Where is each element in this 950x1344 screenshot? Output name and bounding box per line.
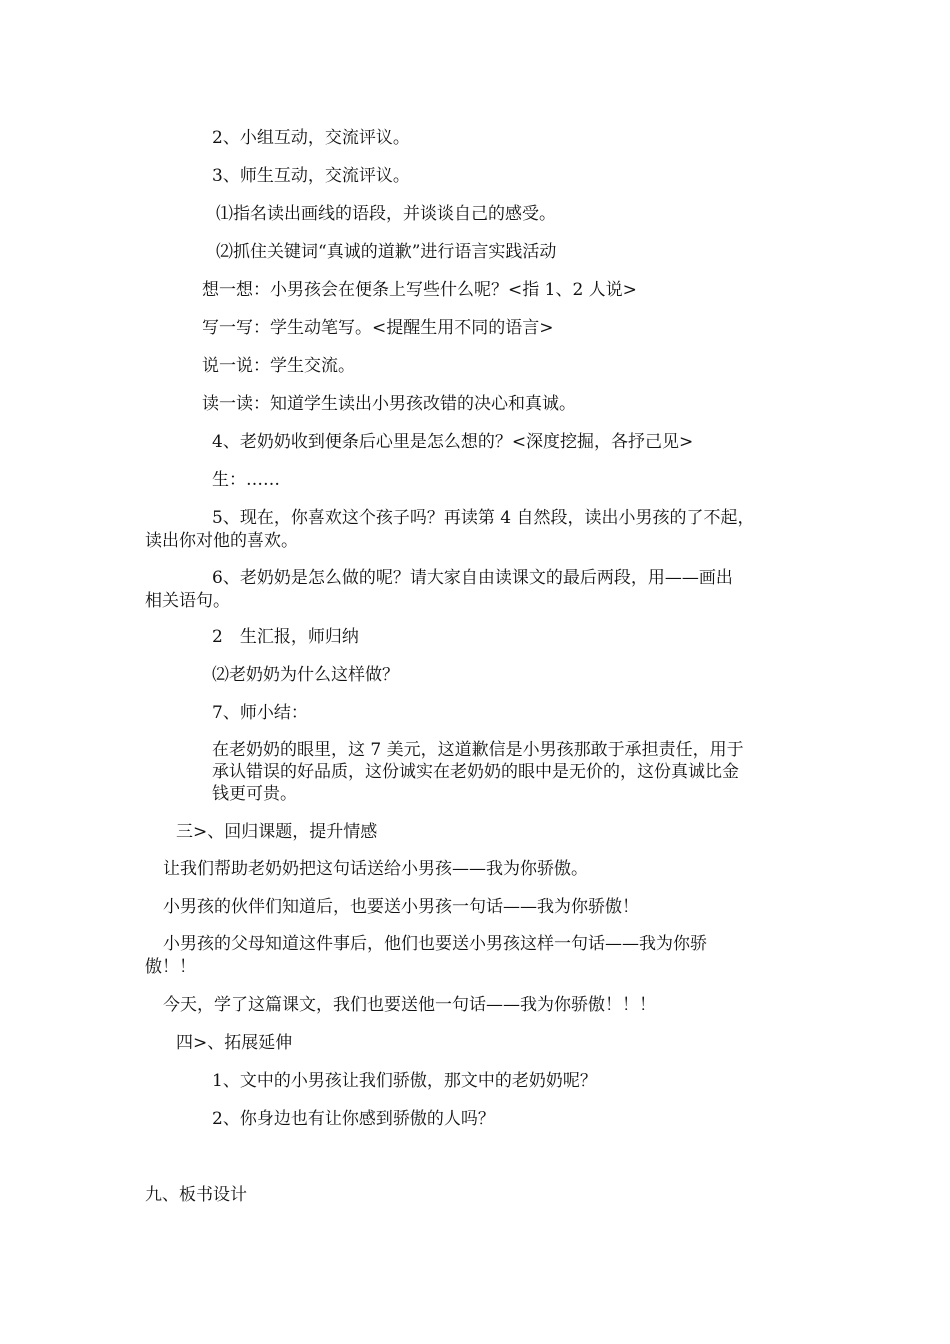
proud-line-1: 让我们帮助老奶奶把这句话送给小男孩——我为你骄傲。 — [163, 859, 588, 879]
step-4-line: 4、老奶奶收到便条后心里是怎么想的？<深度挖掘，各抒己见> — [212, 432, 694, 452]
why-line: ⑵老奶奶为什么这样做？ — [212, 665, 399, 685]
section-9-heading: 九、板书设计 — [145, 1185, 247, 1205]
proud-line-3-a: 小男孩的父母知道这件事后，他们也要送小男孩这样一句话——我为你骄 — [163, 934, 707, 954]
step-7-line: 7、师小结： — [212, 703, 308, 723]
report-line: 2 生汇报，师归纳 — [212, 627, 359, 647]
step-6-line-b: 相关语句。 — [145, 591, 230, 611]
think-line: 想一想：小男孩会在便条上写些什么呢？<指 1、2 人说> — [202, 280, 637, 300]
substep-2-line: ⑵抓住关键词“真诚的道歉”进行语言实践活动 — [216, 242, 557, 262]
section-3-heading: 三>、回归课题，提升情感 — [176, 822, 378, 842]
proud-line-2: 小男孩的伙伴们知道后，也要送小男孩一句话——我为你骄傲！ — [163, 897, 639, 917]
step-5-line-b: 读出你对他的喜欢。 — [145, 531, 298, 551]
summary-line-b: 承认错误的好品质，这份诚实在老奶奶的眼中是无价的，这份真诚比金 — [212, 762, 739, 782]
step-3-line: 3、师生互动，交流评议。 — [212, 166, 410, 186]
write-line: 写一写：学生动笔写。<提醒生用不同的语言> — [202, 318, 554, 338]
summary-line-c: 钱更可贵。 — [212, 784, 297, 804]
read-line: 读一读：知道学生读出小男孩改错的决心和真诚。 — [202, 394, 576, 414]
step-6-line-a: 6、老奶奶是怎么做的呢？请大家自由读课文的最后两段，用——画出 — [212, 568, 733, 588]
section-4-heading: 四>、拓展延伸 — [176, 1033, 293, 1053]
step-2-line: 2、小组互动，交流评议。 — [212, 128, 410, 148]
step-5-line-a: 5、现在，你喜欢这个孩子吗？再读第 4 自然段，读出小男孩的了不起， — [212, 508, 755, 528]
proud-line-4: 今天，学了这篇课文，我们也要送他一句话——我为你骄傲！！！ — [163, 995, 656, 1015]
student-line: 生：…… — [212, 470, 280, 490]
summary-line-a: 在老奶奶的眼里，这 7 美元，这道歉信是小男孩那敢于承担责任，用于 — [212, 740, 744, 760]
speak-line: 说一说：学生交流。 — [202, 356, 355, 376]
extension-q1: 1、文中的小男孩让我们骄傲，那文中的老奶奶呢？ — [212, 1071, 597, 1091]
extension-q2: 2、你身边也有让你感到骄傲的人吗？ — [212, 1109, 495, 1129]
substep-1-line: ⑴指名读出画线的语段，并谈谈自己的感受。 — [216, 204, 556, 224]
proud-line-3-b: 傲！！ — [145, 957, 196, 977]
